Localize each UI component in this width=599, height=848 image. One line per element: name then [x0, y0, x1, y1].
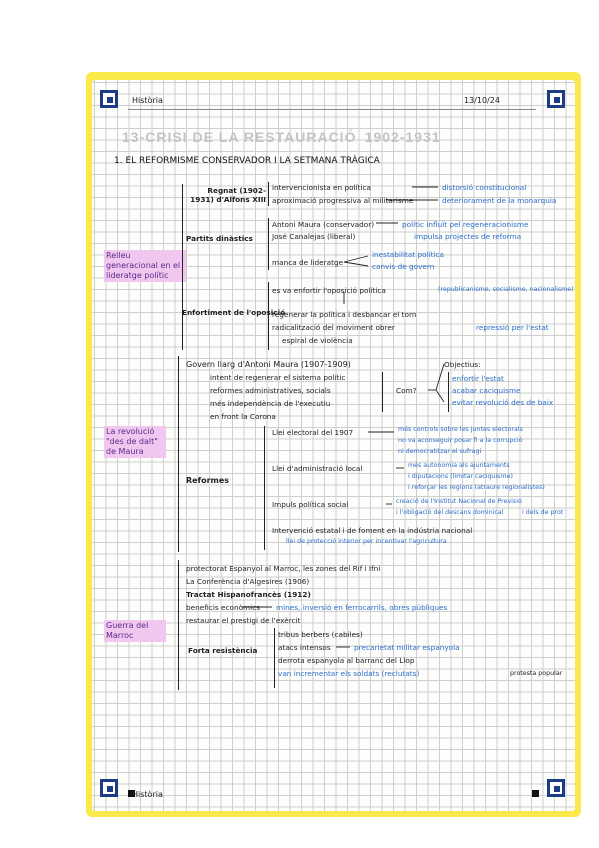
guerra-item: restaurar el prestigi de l'exèrcit — [186, 616, 301, 625]
enfortiment-item: espiral de violència — [282, 336, 353, 345]
govern-item: reformes administratives, socials — [210, 386, 331, 395]
reforma-note: no va aconseguir posar fi a la corrupció — [398, 437, 523, 444]
objectiu-item: acabar caciquisme — [452, 386, 521, 395]
forta-item: atacs intensos — [278, 643, 331, 652]
reforma-note: i reforçar les regions (atraure regionalistes) — [408, 484, 545, 491]
header-subject: Història — [132, 96, 163, 105]
govern-title: Govern llarg d'Antoni Maura (1907-1909) — [186, 360, 351, 369]
arrows-layer — [92, 80, 575, 811]
reforma-note: més autonomia als ajuntaments — [408, 462, 510, 469]
reforma-note: més controls sobre les juntes electorals — [398, 426, 523, 433]
govern-item: més independència de l'executiu — [210, 399, 331, 408]
govern-item: en front la Corona — [210, 412, 276, 421]
guerra-item: protectorat Espanyol al Marroc, les zones del Rif i Ifni — [186, 564, 381, 573]
reforma-note: i l'obligació del descans dominical — [396, 509, 504, 516]
enfortiment-item: regenerar la política i desbancar el torn — [272, 310, 417, 319]
footer-subject: Història — [132, 790, 163, 799]
objectiu-item: evitar revolució des de baix — [452, 398, 554, 407]
reforma-item: Llei d'administració local — [272, 464, 363, 473]
partits-item: Antoni Maura (conservador) — [272, 220, 375, 229]
partits-note: canvis de govern — [372, 262, 435, 271]
partits-label: Partits dinàstics — [186, 234, 253, 243]
regnat-label: Regnat (1902-1931) d'Alfons XIII — [190, 186, 266, 204]
regnat-note: distorsió constitucional — [442, 183, 527, 192]
partits-note: impulsa projectes de reforma — [414, 232, 522, 241]
revolucio-label: La revolució "des de dalt" de Maura — [104, 426, 166, 458]
com-question: Com? — [396, 386, 417, 395]
forta-note: precarietat militar espanyola — [354, 643, 460, 652]
notebook-page — [92, 80, 575, 811]
forta-note: protesta popular — [510, 670, 563, 677]
section-heading: 1. EL REFORMISME CONSERVADOR I LA SETMANA TRÀGICA — [114, 156, 380, 166]
enfortiment-note: (republicanisme, socialisme, nacionalisme) — [438, 286, 574, 293]
enfortiment-item: radicalització del moviment obrer — [272, 323, 395, 332]
reforma-item: Impuls política social — [272, 500, 349, 509]
forta-label: Forta resistència — [188, 646, 258, 655]
guerra-label: Guerra del Marroc — [104, 620, 166, 642]
reforma-note: i dels de prot — [522, 509, 564, 516]
enfortiment-item: es va enfortir l'oposició política — [272, 286, 386, 295]
forta-item: van incrementar els soldats (reclutats) — [278, 669, 420, 678]
reforma-item: Llei electoral del 1907 — [272, 428, 354, 437]
guerra-item: beneficis econòmics — [186, 603, 260, 612]
reforma-note: creació de l'Institut Nacional de Previsió — [396, 498, 522, 505]
benefici-note: mines, inversió en ferrocarrils, obres públiques — [276, 603, 448, 612]
relleu-label: Relleu generacional en el lideratge polític — [104, 250, 186, 282]
regnat-item: intervencionista en política — [272, 183, 371, 192]
objectius-label: Objectius: — [444, 360, 481, 369]
regnat-note: deteriorament de la monarquia — [442, 196, 557, 205]
partits-item: José Canalejas (liberal) — [272, 232, 356, 241]
forta-item: tribus berbers (cabiles) — [278, 630, 363, 639]
enfortiment-note: repressió per l'estat — [476, 323, 549, 332]
reforma-note: i diputacions (limitar caciquisme) — [408, 473, 513, 480]
objectiu-item: enfortir l'estat — [452, 374, 504, 383]
reforma-note: ni democratitzar el sufragi — [398, 448, 482, 455]
enfortiment-label: Enfortiment de l'oposició — [182, 308, 286, 317]
reforma-item: Intervenció estatal i de foment en la indústria nacional — [272, 526, 473, 535]
reforma-note: llei de protecció interior per incentivar l'agricultura — [286, 538, 447, 545]
reformes-label: Reformes — [186, 476, 230, 485]
partits-item: manca de lideratge — [272, 258, 344, 267]
page-title: 13-CRISI DE LA RESTAURACIÓ 1902-1931 — [122, 129, 441, 145]
regnat-item: aproximació progressiva al militarisme — [272, 196, 414, 205]
guerra-item: Tractat Hispanofrancès (1912) — [186, 590, 311, 599]
header-date: 13/10/24 — [464, 96, 500, 105]
partits-note: polític influït pel regeneracionisme — [402, 220, 529, 229]
govern-item: intent de regenerar el sistema polític — [210, 373, 346, 382]
guerra-item: La Conferència d'Algesires (1906) — [186, 577, 310, 586]
forta-item: derrota espanyola al barranc del Llop — [278, 656, 415, 665]
partits-note: inestabilitat política — [372, 250, 445, 259]
